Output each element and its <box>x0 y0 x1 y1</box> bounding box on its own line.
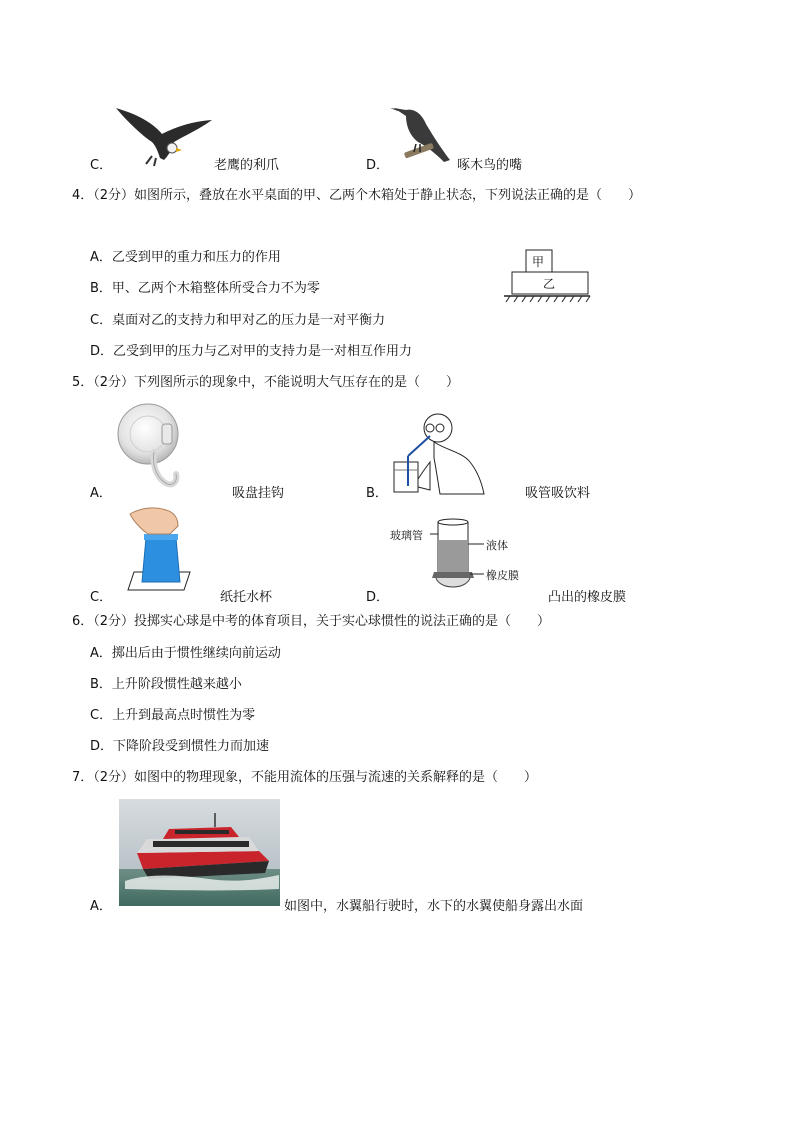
q5-option-a-caption: 吸盘挂钩 <box>232 486 285 501</box>
q3-option-d-letter: D． <box>366 158 390 173</box>
q5-option-c-caption: 纸托水杯 <box>220 590 273 605</box>
q6-stem: 6．（2分）投掷实心球是中考的体育项目，关于实心球惯性的说法正确的是（ ） <box>72 614 551 629</box>
membrane-label: 橡皮膜 <box>486 569 519 582</box>
eagle-figure <box>112 100 216 168</box>
straw-drinking-figure <box>390 406 490 496</box>
q3-option-d-caption: 啄木鸟的嘴 <box>457 158 523 173</box>
liquid-label: 液体 <box>486 539 508 552</box>
rubber-membrane-figure <box>386 516 522 592</box>
q7-stem: 7．（2分）如图中的物理现象，不能用流体的压强与流速的关系解释的是（ ） <box>72 770 538 785</box>
paper-cup-figure <box>124 504 196 592</box>
q5-option-b-letter: B． <box>366 486 388 501</box>
q5-option-b-caption: 吸管吸饮料 <box>525 486 591 501</box>
q7-option-a-letter: A． <box>90 899 112 914</box>
q4-option-a: A．乙受到甲的重力和压力的作用 <box>90 250 281 265</box>
q7-option-a-caption: 如图中，水翼船行驶时，水下的水翼使船身露出水面 <box>284 899 584 914</box>
q6-option-a: A．掷出后由于惯性继续向前运动 <box>90 646 281 661</box>
box-bottom-label: 乙 <box>543 277 556 291</box>
q5-option-d-letter: D． <box>366 590 390 605</box>
stacked-boxes-figure <box>500 248 592 304</box>
q4-option-c: C．桌面对乙的支持力和甲对乙的压力是一对平衡力 <box>90 313 386 328</box>
q3-option-c-caption: 老鹰的利爪 <box>214 158 280 173</box>
q4-option-b: B．甲、乙两个木箱整体所受合力不为零 <box>90 281 320 296</box>
q6-option-c: C．上升到最高点时惯性为零 <box>90 708 256 723</box>
q5-option-d-caption: 凸出的橡皮膜 <box>548 590 627 605</box>
q3-option-c-letter: C． <box>90 158 113 173</box>
glass-tube-label: 玻璃管 <box>390 529 423 542</box>
q5-option-a-letter: A． <box>90 486 112 501</box>
q4-option-d: D．乙受到甲的压力与乙对甲的支持力是一对相互作用力 <box>90 344 413 359</box>
woodpecker-figure <box>388 100 456 166</box>
box-top-label: 甲 <box>532 255 545 269</box>
q6-option-d: D．下降阶段受到惯性力而加速 <box>90 739 270 754</box>
q5-stem: 5．（2分）下列图所示的现象中，不能说明大气压存在的是（ ） <box>72 375 460 390</box>
hydrofoil-boat-photo <box>119 799 280 906</box>
q5-option-c-letter: C． <box>90 590 113 605</box>
q6-option-b: B．上升阶段惯性越来越小 <box>90 677 242 692</box>
q4-stem: 4．（2分）如图所示，叠放在水平桌面的甲、乙两个木箱处于静止状态，下列说法正确的是（ ） <box>72 188 642 203</box>
suction-hook-figure <box>116 402 184 494</box>
